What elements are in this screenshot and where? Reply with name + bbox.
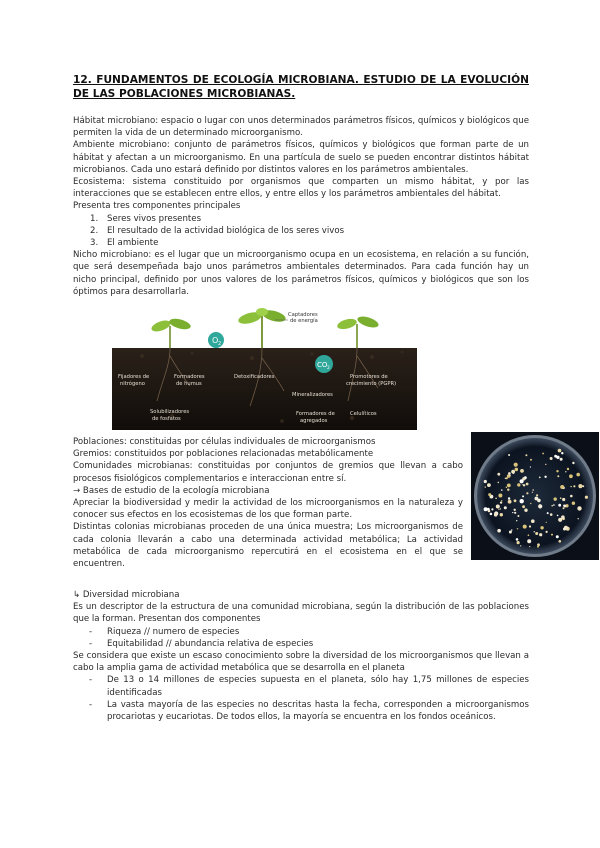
svg-text:nitrógeno: nitrógeno (120, 381, 145, 387)
svg-text:2: 2 (327, 366, 330, 371)
colony (560, 458, 563, 461)
colony (535, 532, 538, 535)
colony (526, 483, 529, 486)
colony (550, 513, 553, 516)
colony (498, 494, 502, 498)
colony (522, 495, 524, 497)
colony (505, 478, 506, 479)
colony (514, 499, 517, 502)
colony (529, 546, 530, 547)
colony (516, 538, 519, 541)
soil-microbe-illustration (112, 306, 417, 430)
list-item: - La vasta mayoría de las especies no descritas hasta la fecha, corresponden a microorganismos procariotas y eucariotas. De todos ellos, la mayoría se encuentra en los fondos oceánicos. (89, 699, 529, 723)
colony (542, 453, 544, 455)
list-item: - Equitabilidad // abundancia relativa de especies (89, 638, 314, 649)
formadores-humus-label (174, 374, 205, 387)
colony (544, 476, 546, 478)
list-item: 1. Seres vivos presentes (90, 213, 202, 224)
svg-text:de energía: de energía (290, 318, 318, 324)
colony (563, 528, 566, 531)
colony (517, 483, 520, 486)
diversity-components-list (73, 626, 529, 650)
petri-dish-photo (471, 432, 599, 560)
list-item: - De 13 o 14 millones de especies supuesta en el planeta, sólo hay 1,75 millones de especies identificadas (89, 675, 529, 698)
nicho-definition: Nicho microbiano: es el lugar que un microorganismo ocupa en un ecosistema, en relación a su función, que será desempeñada bajo unos parámetros ambientales determinados. Para cada función hay un nicho principal, definido por unos valores de los parámetros físicos, químicos y biológicos que son los óptimos para desarrollarla. (73, 250, 529, 297)
colony (514, 509, 516, 511)
colony (539, 477, 541, 479)
colony (488, 510, 491, 513)
colony (560, 497, 562, 499)
colony (500, 501, 502, 503)
page-title: 12. FUNDAMENTOS DE ECOLOGÍA MICROBIANA. ESTUDIO DE LA EVOLUCIÓN DE LAS POBLACIONES MICROBIANAS. (73, 74, 529, 100)
colony (496, 505, 500, 509)
colony (508, 497, 510, 499)
apreciar-paragraph: Apreciar la biodiversidad y medir la actividad de los microorganismos en la naturaleza y conocer sus efectos en los ecosistemas de los que forman parte. (73, 498, 463, 521)
colony (484, 480, 487, 483)
colony (572, 502, 575, 505)
colony (516, 520, 517, 521)
colony (530, 466, 531, 467)
list-item: - Riqueza // numero de especies (89, 626, 240, 637)
colony (556, 470, 558, 472)
habitat-definition: Hábitat microbiano: espacio o lugar con unos determinados parámetros físicos, químicos y biológicos que permiten la vida de un determinado microorganismo. (73, 116, 529, 139)
colony (539, 504, 540, 505)
fijadores-label (118, 374, 149, 387)
colony (560, 485, 564, 489)
colony (514, 463, 518, 467)
species-points-list (73, 674, 529, 723)
colony (501, 489, 503, 491)
colony (532, 492, 533, 493)
colony (531, 519, 535, 523)
svg-text:Fijadores de: Fijadores de (118, 374, 150, 380)
colony (498, 482, 500, 484)
colony (570, 495, 573, 498)
componentes-intro: Presenta tres componentes principales (73, 201, 241, 212)
colony (582, 485, 584, 487)
colony (506, 487, 508, 489)
colony (498, 509, 499, 510)
colony (520, 545, 521, 546)
colony (487, 483, 491, 487)
colony (520, 469, 524, 473)
colony (551, 505, 553, 507)
svg-text:crecimiento (PGPR): crecimiento (PGPR) (346, 381, 397, 387)
colony (578, 484, 582, 488)
colony (578, 518, 579, 519)
colony (539, 533, 542, 536)
colony (507, 484, 511, 488)
colony (563, 505, 565, 507)
colony (504, 506, 507, 509)
communities-section (73, 436, 463, 570)
colony (508, 472, 511, 475)
colony (585, 496, 588, 499)
diversidad-heading: ↳ Diversidad microbiana (73, 590, 180, 600)
colony (522, 484, 523, 485)
colony (546, 522, 547, 523)
colony (537, 546, 539, 548)
colony (526, 492, 528, 494)
svg-text:de fosfatos: de fosfatos (152, 416, 181, 422)
o2-label: O (212, 336, 219, 345)
comunidades-definition: Comunidades microbianas: constituidas por conjuntos de gremios que llevan a cabo procesos fisiológicos complementarios e interaccionan entre sí. (73, 461, 463, 484)
colony (572, 462, 574, 464)
co2-label: CO (317, 361, 328, 369)
colony (561, 452, 563, 454)
colony (524, 509, 527, 512)
colony (520, 499, 524, 503)
colony (556, 535, 559, 538)
colony (562, 498, 565, 501)
colony (511, 470, 515, 474)
colony (551, 534, 553, 536)
colony (497, 473, 500, 476)
colony (537, 499, 541, 503)
conocimiento-paragraph: Se considera que existe un escaso conocimiento sobre la diversidad de los microorganismos que llevan a cabo la amplia gama de actividad metabólica que se desarrolla en el planeta (73, 651, 529, 674)
gremios-definition: Gremios: constituidos por poblaciones relacionadas metabólicamente (73, 449, 374, 460)
ecosistema-definition: Ecosistema: sistema constituido por organismos que comparten un mismo hábitat, y por las interacciones que se establecen entre ellos, y entre ellos y los parámetros ambientales del hábitat. (73, 177, 529, 200)
svg-text:Captadores: Captadores (288, 312, 318, 318)
colony (527, 539, 531, 543)
colony (558, 449, 562, 453)
colony (484, 507, 488, 511)
diversity-section (73, 589, 529, 723)
colony (577, 506, 581, 510)
colony (510, 475, 511, 476)
colony (525, 454, 527, 456)
colony (530, 503, 531, 504)
colony (515, 468, 519, 472)
celuliticos-label: Celulíticos (350, 411, 377, 417)
colony (508, 500, 512, 504)
colony (497, 529, 501, 533)
colony (514, 512, 516, 514)
poblaciones-definition: Poblaciones: constituidas por células individuales de microorganismos (73, 437, 376, 447)
svg-text:Promotores de: Promotores de (350, 374, 388, 380)
colony (490, 513, 493, 516)
colony (509, 531, 512, 534)
colony (545, 464, 546, 465)
colony (557, 515, 559, 517)
list-item: 2. El resultado de la actividad biológica de los seres vivos (90, 225, 345, 236)
colony (565, 471, 566, 472)
colony (534, 531, 535, 532)
colony (576, 473, 580, 477)
list-item: 3. El ambiente (90, 238, 159, 249)
colony (507, 489, 509, 491)
colony (561, 515, 565, 519)
svg-text:de humus: de humus (176, 381, 202, 387)
colony (508, 454, 510, 456)
colony (494, 513, 498, 517)
colony (511, 529, 512, 530)
colony (488, 493, 491, 496)
colony (528, 534, 530, 536)
colony (570, 486, 571, 487)
colony (530, 459, 532, 461)
colony (532, 489, 534, 491)
colony (520, 479, 524, 483)
colony (567, 468, 569, 470)
svg-text:agregados: agregados (300, 418, 328, 424)
colony (554, 497, 557, 500)
componentes-list (73, 213, 529, 250)
colony (558, 504, 561, 507)
colony (529, 525, 531, 527)
svg-text:Formadores: Formadores (174, 374, 205, 380)
colony (517, 528, 518, 529)
colony (495, 498, 497, 500)
colony (556, 456, 559, 459)
colony (569, 474, 573, 478)
colony (517, 515, 519, 517)
colony (491, 508, 493, 510)
ambiente-definition: Ambiente microbiano: conjunto de parámetros físicos, químicos y biológicos que forman parte de un hábitat y afectan a un microorganismo. En una partícula de suelo se pueden encontrar distintos hábitat microbianos. Cada uno estará definido por distintos valores en los parámetros ambientales. (73, 140, 529, 175)
colony (550, 457, 553, 460)
colony (517, 541, 520, 544)
colony (522, 505, 525, 508)
colony (559, 540, 562, 543)
colony (573, 485, 575, 487)
mineralizadores-label: Mineralizadores (292, 392, 333, 398)
colony (536, 494, 538, 496)
colony (547, 512, 549, 514)
detoxificadores-label: Detoxificadores (234, 374, 275, 380)
colony (500, 513, 503, 516)
definitions-section (73, 115, 529, 298)
svg-text:Solubilizadores: Solubilizadores (150, 409, 190, 415)
descriptor-paragraph: Es un descriptor de la estructura de una comunidad microbiana, según la distribución de las poblaciones que la forman. Presentan dos componentes (73, 602, 529, 625)
colony (523, 525, 527, 529)
colony (512, 512, 513, 513)
colonias-paragraph: Distintas colonias microbianas proceden de una única muestra; Los microorganismos de cada colonia llevarán a cabo una determinada actividad metabólica; La actividad metabólica de cada microorganismo repercutirá en el ecosistema en el que se encuentren. (73, 522, 463, 570)
colony (485, 486, 486, 487)
colony (553, 504, 555, 506)
svg-text:Formadores de: Formadores de (296, 411, 335, 417)
colony (500, 508, 501, 509)
colony (501, 500, 502, 501)
colony (563, 507, 565, 509)
svg-text:2: 2 (218, 341, 222, 347)
colony (557, 475, 559, 477)
colony (546, 531, 548, 533)
colony (540, 526, 543, 529)
bases-heading: → Bases de estudio de la ecología microbiana (73, 485, 270, 496)
